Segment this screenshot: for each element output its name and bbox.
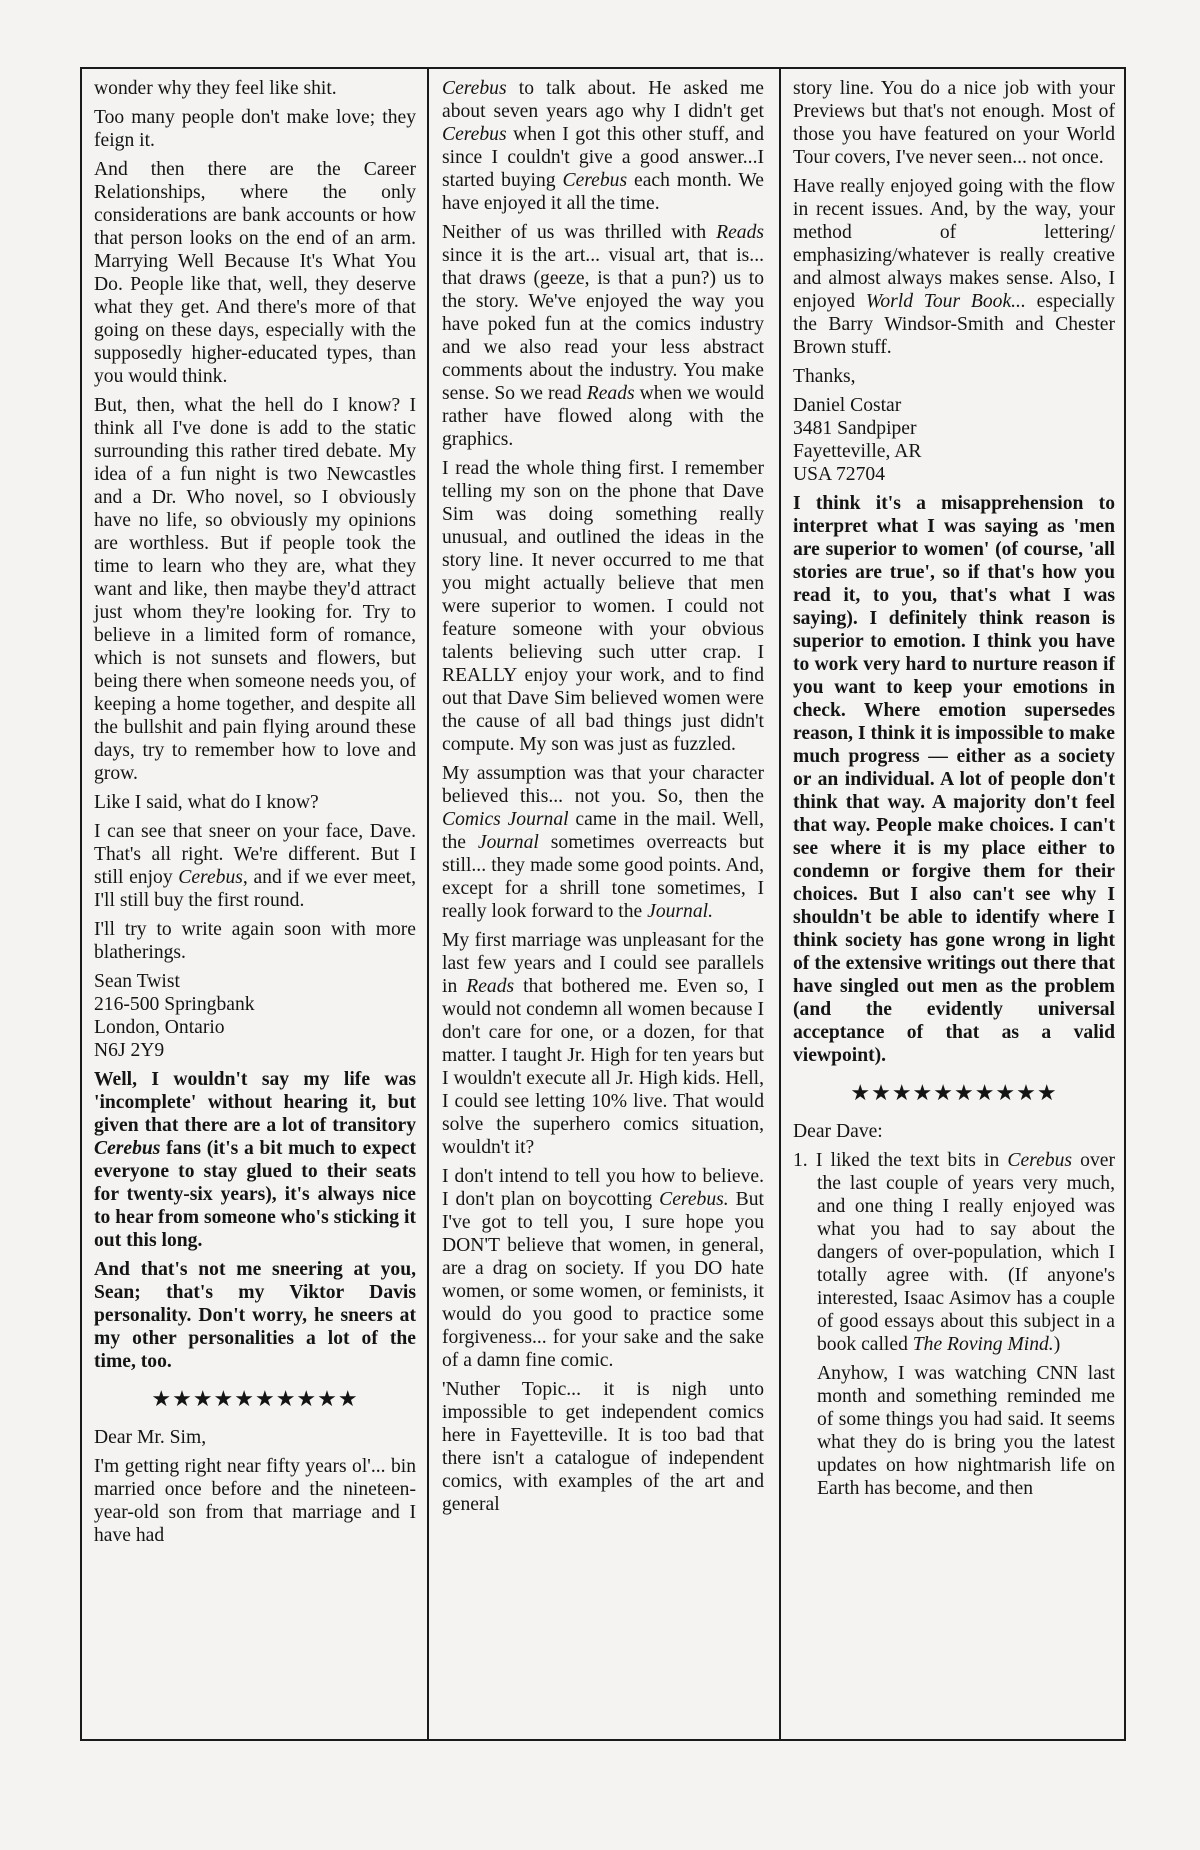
address-line: Fayetteville, AR: [793, 441, 922, 462]
text-run: And that's not me sneering at you, Sean; that's my Viktor Davis personality. Don't worry, he sneers at my other personalities a lot of the time, too.: [94, 1259, 416, 1372]
column-1: [94, 77, 416, 1733]
italic-title-text: World Tour Book...: [865, 291, 1026, 312]
italic-title-text: Cerebus: [94, 1138, 161, 1159]
letter-paragraph: [94, 820, 416, 912]
text-run: But, then, what the hell do I know? I think all I've done is add to the static surrounding this rather tired debate. My idea of a fun night is two Newcastles and a Dr. Who novel, so I obviously have no life, so obviously my opinions are worthless. But if people took the time to learn who they are, what they want and like, then maybe they'd attract just whom they're looking for. Try to believe in a limited form of romance, which is not sunsets and flowers, but being there when someone needs you, of keeping a home together, and despite all the bullshit and pain flying around these days, try to remember how to love and grow.: [94, 395, 416, 784]
address-line: London, Ontario: [94, 1017, 225, 1038]
text-run: Thanks,: [793, 366, 856, 387]
text-run: came in the mail. Well, the: [442, 809, 764, 853]
text-run: when we would rather have flowed along with the graphics.: [442, 383, 764, 450]
text-run: that bothered me. Even so, I would not condemn all women because I don't care for one, or a dozen, for that matter. I taught Jr. High for ten years but I wouldn't execute all Jr. High kids. Hell, I could see letting 10% live. That would solve the superhero comics situation, wouldn't it?: [442, 976, 765, 1158]
letter-paragraph: [442, 1378, 764, 1516]
text-run: I think it's a misapprehension to interpret what I was saying as 'men are superior to women' (of course, 'all stories are true', so if that's how you read it, to you, that's what I was saying). I definitely think reason is superior to emotion. I think you have to work very hard to nurture reason if you want to keep your emotions in check. Where emotion supersedes reason, I think it is impossible to make much progress — either as a society or an individual. A lot of people don't think that way. A majority don't feel that way. People make choices. I can't see where it is my place either to condemn or forgive them for their choices. But I also can't see why I shouldn't be able to identify where I think society has gone wrong in light of the extensive writings out there that have singled out men as the problem (and the evidently universal acceptance of that as a valid viewpoint).: [793, 493, 1115, 1066]
column-3: [793, 77, 1115, 1733]
text-run: Dear Mr. Sim,: [94, 1427, 207, 1448]
letters-page-frame: [80, 67, 1126, 1741]
text-run: Anyhow, I was watching CNN last month and something reminded me of some things you had said. It seems what they do is bring you the latest updates on how nightmarish life on Earth has become, and then: [817, 1363, 1115, 1499]
italic-title-text: Reads: [716, 222, 764, 243]
letter-paragraph: [94, 791, 416, 814]
text-run: I can see that sneer on your face, Dave. That's all right. We're different. But I still enjoy: [94, 821, 416, 888]
text-run: Too many people don't make love; they feign it.: [94, 107, 416, 151]
letter-paragraph: [442, 77, 764, 215]
text-run: when I got this other stuff, and since I couldn't give a good answer...I started buying: [442, 124, 764, 191]
text-run: over the last couple of years very much, and one thing I really enjoyed was what you had to say about the dangers of over-population, which I totally agree with. (If anyone's interested, Isaac Asimov has a couple of good essays about this subject in a book called: [817, 1150, 1115, 1355]
column-2: [442, 77, 764, 1733]
text-run: since it is the art... visual art, that is... that draws (geeze, is that a pun?) us to the story. We've enjoyed the way you have poked fun at the comics industry and we also read your less abstract comments about the industry. You make sense. So we read: [442, 245, 764, 404]
address-line: 3481 Sandpiper: [793, 418, 917, 439]
text-run: each month. We have enjoyed it all the time.: [442, 170, 765, 214]
address-line: Sean Twist: [94, 971, 180, 992]
text-run: Have really enjoyed going with the flow in recent issues. And, by the way, your method of lettering/ emphasizing/whatever is really creative and almost always makes sense. Also, I enjoyed: [793, 176, 1115, 312]
text-run: story line. You do a nice job with your Previews but that's not enough. Most of those you have featured on your World Tour covers, I've never seen... not once.: [793, 78, 1115, 168]
text-run: Well, I wouldn't say my life was 'incomplete' without hearing it, but given that there are a lot of transitory: [94, 1069, 416, 1136]
italic-title-text: Cerebus.: [659, 1189, 729, 1210]
column-divider: [427, 69, 429, 1739]
editor-reply: [94, 1068, 416, 1252]
column-divider: [779, 69, 781, 1739]
text-run: to talk about. He asked me about seven years ago why I didn't get: [442, 78, 764, 122]
text-run: sometimes overreacts but still... they made some good points. And, except for a shrill tone sometimes, I really look forward to the: [442, 832, 764, 922]
text-run: I liked the text bits in: [815, 1150, 1008, 1171]
text-run: My first marriage was unpleasant for the last few years and I could see parallels in: [442, 930, 764, 997]
text-run: 1.: [793, 1150, 816, 1171]
text-run: Like I said, what do I know?: [94, 792, 319, 813]
text-run: But I've got to tell you, I sure hope you DON'T believe that women, in general, are a drag on society. If you DO hate women, or some women, or feminists, it would do you good to practice some forgiveness... for your sake and the sake of a damn fine comic.: [442, 1189, 764, 1371]
text-run: I don't intend to tell you how to believe. I don't plan on boycotting: [442, 1166, 764, 1210]
italic-title-text: Cerebus: [178, 867, 243, 888]
letter-paragraph: [94, 918, 416, 964]
italic-title-text: Comics Journal: [442, 809, 569, 830]
italic-title-text: Cerebus: [442, 78, 507, 99]
text-run: wonder why they feel like shit.: [94, 78, 337, 99]
letter-paragraph: [793, 1362, 1115, 1500]
text-run: Dear Dave:: [793, 1121, 883, 1142]
signature-block: [793, 1120, 1115, 1143]
text-run: I'm getting right near fifty years ol'... bin married once before and the nineteen-year-old son from that marriage and I have had: [94, 1456, 416, 1546]
text-run: fans (it's a bit much to expect everyone to stay glued to their seats for twenty-six years), it's always nice to hear from someone who's sticking it out this long.: [94, 1138, 416, 1251]
letter-paragraph: [442, 457, 764, 756]
italic-title-text: Journal: [477, 832, 539, 853]
italic-title-text: Reads: [466, 976, 515, 997]
signature-block: [94, 1426, 416, 1449]
editor-reply: [94, 1258, 416, 1373]
address-line: USA 72704: [793, 464, 885, 485]
letter-paragraph: [793, 77, 1115, 169]
text-run: ): [1053, 1334, 1061, 1355]
text-run: ★★★★★★★★★★: [151, 1386, 359, 1411]
letter-paragraph: [793, 175, 1115, 359]
italic-title-text: Cerebus: [1007, 1150, 1073, 1171]
signature-block: [94, 970, 416, 1062]
italic-title-text: Cerebus: [442, 124, 507, 145]
text-run: especially the Barry Windsor-Smith and Chester Brown stuff.: [793, 291, 1115, 358]
letter-paragraph: [442, 1165, 764, 1372]
address-line: N6J 2Y9: [94, 1040, 165, 1061]
letter-paragraph: [442, 929, 764, 1159]
text-run: And then there are the Career Relationships, where the only considerations are bank accounts or how that person looks on the end of an arm. Marrying Well Because It's What You Do. People like that, well, they deserve what they get. And there's more of that going on these days, especially with the supposedly higher-educated types, than you would think.: [94, 159, 416, 387]
text-run: , and if we ever meet, I'll still buy the first round.: [94, 867, 416, 911]
text-run: I read the whole thing first. I remember telling my son on the phone that Dave Sim was doing something really unusual, and outlined the ideas in the story line. It never occurred to me that you might actually believe that men were superior to women. I could not feature someone with your obvious talents believing such utter crap. I REALLY enjoy your work, and to find out that Dave Sim believed women were the cause of all bad things just didn't compute. My son was just as fuzzled.: [442, 458, 764, 755]
address-line: Daniel Costar: [793, 395, 902, 416]
italic-title-text: Journal.: [647, 901, 713, 922]
signature-block: [793, 365, 1115, 388]
letter-paragraph: [94, 77, 416, 100]
text-run: ★★★★★★★★★★: [850, 1080, 1058, 1105]
editor-reply: [793, 492, 1115, 1067]
section-divider-stars: [793, 1081, 1115, 1104]
italic-title-text: Reads: [586, 383, 635, 404]
italic-title-text: Cerebus: [562, 170, 628, 191]
text-run: Neither of us was thrilled with: [442, 222, 717, 243]
letter-paragraph: [94, 106, 416, 152]
letter-paragraph: [94, 1455, 416, 1547]
letter-paragraph: [94, 394, 416, 785]
letter-paragraph: [793, 1149, 1115, 1356]
text-run: My assumption was that your character believed this... not you. So, then the: [442, 763, 764, 807]
letter-paragraph: [94, 158, 416, 388]
italic-title-text: The Roving Mind.: [912, 1334, 1054, 1355]
section-divider-stars: [94, 1387, 416, 1410]
signature-block: [793, 394, 1115, 486]
letter-paragraph: [442, 221, 764, 451]
address-line: 216-500 Springbank: [94, 994, 255, 1015]
text-run: 'Nuther Topic... it is nigh unto impossible to get independent comics here in Fayetteville. It is too bad that there isn't a catalogue of independent comics, with examples of the art and general: [442, 1379, 764, 1515]
text-run: I'll try to write again soon with more blatherings.: [94, 919, 416, 963]
letter-paragraph: [442, 762, 764, 923]
